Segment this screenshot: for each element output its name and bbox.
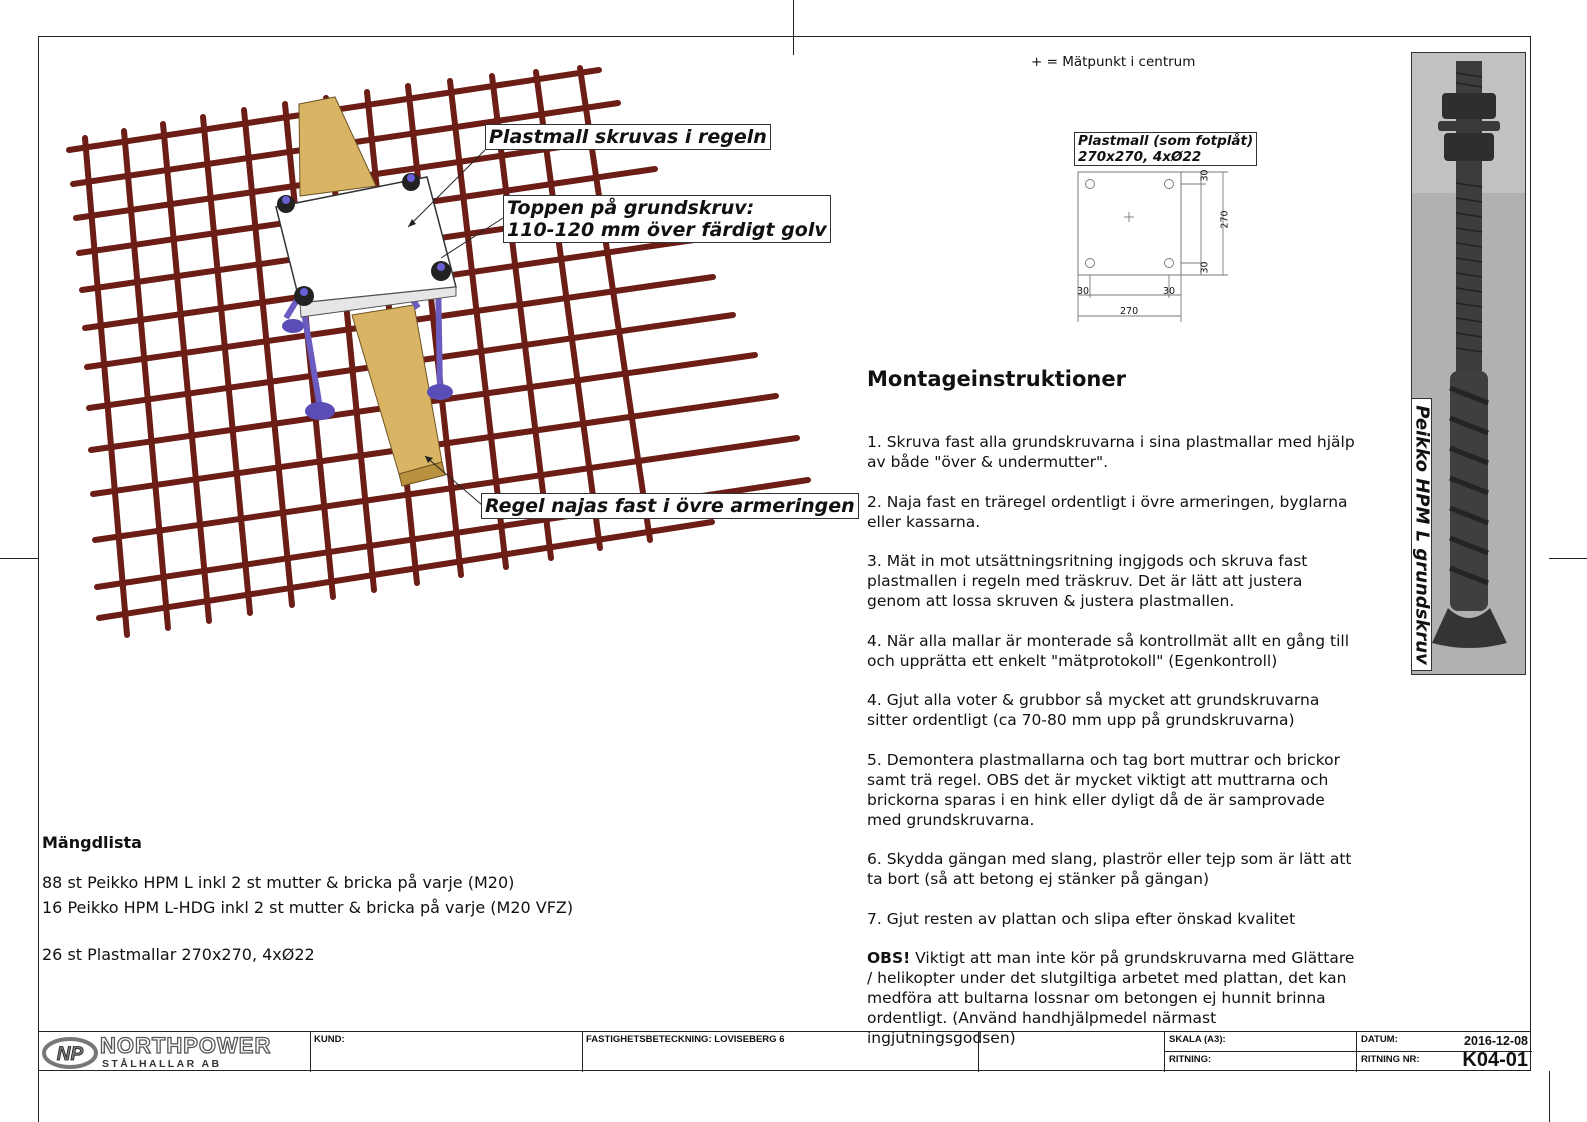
dim-offset-bottom: 30 (1199, 261, 1211, 274)
fastighet-label-text: FASTIGHETSBETECKNING: (586, 1034, 712, 1045)
instruction-step-5: 5. Demontera plastmallarna och tag bort muttrar och brickor samt trä regel. OBS det är mycket viktigt att muttrarna och brickorna sparas i en hink eller dyligt då de är samprovade med grundskruvarna. (867, 750, 1340, 829)
logo-cell (38, 1032, 310, 1072)
crop-mark-bottom-right (1549, 1071, 1550, 1122)
logo-name: NORTHPOWER (100, 1033, 272, 1058)
logo-sub: STÅLHALLAR AB (102, 1058, 222, 1070)
callout-bolt-height-line1: Toppen på grundskruv: (507, 197, 755, 219)
callout-bolt-height-line2: 110-120 mm över färdigt golv (507, 219, 827, 241)
instructions-list (867, 432, 1357, 1048)
skala-label: SKALA (A3): (1169, 1034, 1226, 1045)
kund-label: KUND: (314, 1034, 345, 1045)
skala-divider (1165, 1051, 1357, 1052)
instructions-heading: Montageinstruktioner (867, 367, 1126, 391)
template-title (1074, 132, 1257, 166)
instruction-step-4a: 4. När alla mallar är monterade så kontrollmät allt en gång till och upprätta ett enkelt "mätprotokoll" (Egenkontroll) (867, 631, 1350, 670)
dim-side-270: 270 (1219, 210, 1231, 229)
instruction-step-3: 3. Mät in mot utsättningsritning ingjgods och skruva fast plastmallen i regeln med träskruv. Det är lätt att justera genom att lossa skruven & justera plastmallen. (867, 552, 1308, 610)
ritning-label: RITNING: (1169, 1054, 1212, 1065)
crop-mark-bottom-left (38, 1071, 39, 1122)
callout-beam-tied: Regel najas fast i övre armeringen (481, 493, 859, 519)
quantity-heading: Mängdlista (42, 833, 142, 852)
template-plan-drawing (1070, 168, 1240, 328)
template-title-line1: Plastmall (som fotplåt) (1078, 133, 1254, 149)
fastighet-value: LOVISEBERG 6 (714, 1034, 785, 1045)
empty-cell (978, 1032, 1165, 1072)
callout-bolt-height (503, 195, 831, 243)
instruction-step-1: 1. Skruva fast alla grundskruvarna i sina plastmallar med hjälp av både "över & undermutter". (867, 433, 1355, 471)
kund-cell (310, 1032, 583, 1072)
datum-ritningnr-cell (1356, 1032, 1532, 1072)
fastighet-cell (582, 1032, 979, 1072)
skala-ritning-cell (1164, 1032, 1357, 1072)
product-label-text: Peikko HPM L grundskruv (1411, 404, 1432, 665)
dim-offset-top: 30 (1199, 169, 1211, 182)
quantity-line-2: 16 Peikko HPM L-HDG inkl 2 st mutter & bricka på varje (M20 VFZ) (42, 898, 574, 917)
ritning-nr-label: RITNING NR: (1361, 1054, 1420, 1065)
datum-label: DATUM: (1361, 1034, 1398, 1045)
dim-offset-right: 30 (1163, 286, 1176, 297)
datum-value: 2016-12-08 (1464, 1034, 1528, 1048)
obs-text: Viktigt att man inte kör på grundskruvarna med Glättare / helikopter under det slutgiltiga arbetet med plattan, det kan medföra att bultarna lossnar om betongen ej hunnit brinna ordentligt. (Använd handhjälpmedel närmast ingjutningsgodsen) (867, 949, 1355, 1047)
crop-mark-right (1549, 558, 1587, 559)
title-block (38, 1031, 1531, 1072)
rebar-illustration (40, 60, 840, 660)
instruction-step-2: 2. Naja fast en träregel ordentligt i övre armeringen, byglarna eller kassarna. (867, 492, 1348, 531)
dim-bottom-270: 270 (1120, 306, 1139, 317)
instruction-step-6: 6. Skydda gängan med slang, plaströr eller tejp som är lätt att ta bort (så att betong ej stänker på gängan) (867, 850, 1352, 888)
callout-template-screwed: Plastmall skruvas i regeln (485, 124, 771, 150)
instruction-step-7: 7. Gjut resten av plattan och slipa efter önskad kvalitet (867, 909, 1296, 928)
quantity-line-1: 88 st Peikko HPM L inkl 2 st mutter & bricka på varje (M20) (42, 873, 515, 892)
product-label (1411, 398, 1432, 671)
obs-label: OBS! (867, 949, 911, 967)
instruction-step-4b: 4. Gjut alla voter & grubbor så mycket att grundskruvarna sitter ordentligt (ca 70-80 mm upp på grundskruvarna) (867, 691, 1320, 729)
crop-mark-left (0, 558, 38, 559)
fastighet-label (586, 1034, 784, 1045)
dim-offset-left: 30 (1077, 286, 1090, 297)
measure-point-note: + = Mätpunkt i centrum (1031, 54, 1196, 70)
ritning-nr-value: K04-01 (1462, 1049, 1528, 1071)
svg-text:NP: NP (56, 1044, 84, 1065)
northpower-logo-icon (42, 1037, 98, 1069)
quantity-line-3: 26 st Plastmallar 270x270, 4xØ22 (42, 945, 315, 964)
template-title-line2: 270x270, 4xØ22 (1078, 149, 1202, 165)
